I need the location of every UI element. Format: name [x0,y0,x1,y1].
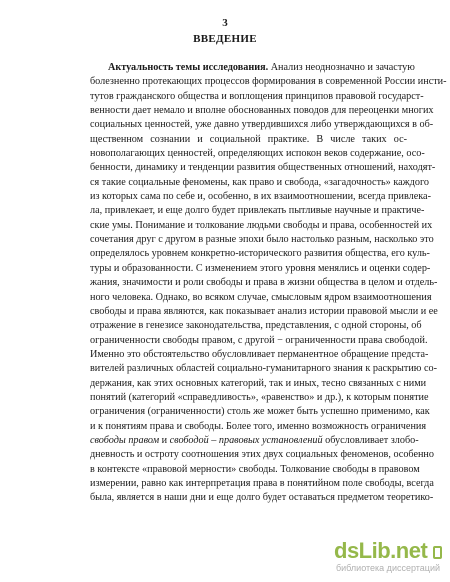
watermark-logo: dsLib.net [334,538,428,563]
text-line [90,190,431,204]
text-fragment: ские умы. Понимание и толкование людьми свободы и права, особенностей их [90,219,433,231]
text-line [90,305,438,319]
text-fragment: и [159,434,170,446]
text-line [90,61,415,75]
text-fragment: тутов гражданского общества и воплощения принципов правовой государст- [90,90,424,102]
text-fragment: и к понятиям права и свободы. Более того, именно возможность ограничения [90,420,427,432]
watermark-caption: библиотека диссертаций [336,563,441,573]
text-fragment: новополагающих ценностей, определяющих испокон веков содержание, осо- [90,148,425,160]
text-fragment: измерении, равно как интерпретация права в понятийном поле свободы, всегда [90,477,434,489]
text-fragment: обусловливает злобо- [322,434,419,446]
text-fragment: была, является в наши дни и еще долго будет оставаться предметом теоретико- [90,492,434,504]
text-line [90,219,433,233]
text-line [90,262,431,276]
text-line [90,133,407,147]
text-fragment: щественном сознании и социальной практике. В числе таких ос- [90,133,407,145]
text-line [90,104,434,118]
lead-phrase: Актуальность темы исследования. [108,62,269,73]
text-fragment: ограничения (ограниченности) столь же может быть успешно применимо, как [90,406,430,418]
text-fragment: из которых сама по себе и, особенно, в их взаимоотношении, всегда привлека- [90,191,431,203]
text-fragment: ся такие социальные феномены, как право и свобода, «загадочность» каждого [90,176,429,188]
text-fragment: бенности, динамику и тенденции развития общественных отношений, находят- [90,162,436,174]
section-heading: ВВЕДЕНИЕ [193,33,257,45]
text-line [90,463,420,477]
text-line [90,118,434,132]
text-line [90,362,437,376]
text-line [90,405,430,419]
text-line [90,477,434,491]
text-fragment: ограниченности свободы правом, с другой − ограниченности права свободой. [90,334,428,346]
text-fragment: социальных ценностей, уже давно утвердившихся либо утверждающихся в об- [90,119,434,131]
text-fragment: понятий (категорий «справедливость», «равенство» и др.), к которым понятие [90,391,429,403]
text-line [90,291,432,305]
text-fragment: в контексте «правовой мерности» свободы. Толкование свободы в правовом [90,463,420,475]
text-fragment: свободы и права являются, как показывает анализ истории правовой мысли и ее [90,305,438,317]
text-line [90,420,427,434]
text-line [90,491,434,505]
text-line [90,434,419,448]
text-fragment: отражение в генезисе законодательства, представления, с одной стороны, об [90,320,422,332]
text-line [90,348,429,362]
text-fragment: венности дает немало и вполне обоснованных поводов для переоценки многих [90,105,434,117]
text-line [90,391,429,405]
text-line [90,147,425,161]
text-line [90,75,447,89]
text-line [90,247,430,261]
text-line [90,233,434,247]
page-number: 3 [222,17,228,29]
watermark [330,537,446,577]
text-fragment: Анализ неоднозначно и зачастую [268,62,415,73]
text-fragment: сочетания друг с другом в разные эпохи было настолько разным, насколько это [90,234,434,246]
text-fragment: жания, значимости и роли свободы и права в жизни общества в целом и отдель- [90,277,438,289]
text-fragment: ного человека. Однако, во всяком случае, смысловым ядром взаимоотношения [90,291,432,303]
text-line [90,161,436,175]
document-icon [433,546,442,559]
text-line [90,319,422,333]
text-fragment: Именно это обстоятельство обусловливает перманентное обращение предста- [90,348,429,360]
text-line [90,377,427,391]
italic-phrase: свободы правом [90,434,160,446]
text-fragment: держания, как этих основных категорий, так и иных, тесно связанных с ними [90,377,427,389]
text-fragment: ла, привлекает, и еще долго будет привлекать пытливые научные и практиче- [90,205,425,217]
text-line [90,90,424,104]
text-line [90,276,438,290]
body-text [90,61,447,506]
text-line [90,448,434,462]
text-fragment: определялось уровнем конкретно-исторического развития общества, его куль- [90,248,430,260]
text-line [90,204,425,218]
text-fragment: дневность и остроту соотношения этих двух социальных феноменов, особенно [90,449,434,461]
italic-phrase: свободой – правовых установлений [169,434,323,446]
text-fragment: туры и образованности. С изменением этого уровня менялись и оценки содер- [90,262,431,274]
text-fragment: болезненно протекающих процессов формирования в современной России инсти- [90,76,447,88]
text-line [90,176,429,190]
text-fragment: вителей различных областей социально-гуманитарного знания к раскрытию со- [90,363,437,375]
text-line [90,334,428,348]
